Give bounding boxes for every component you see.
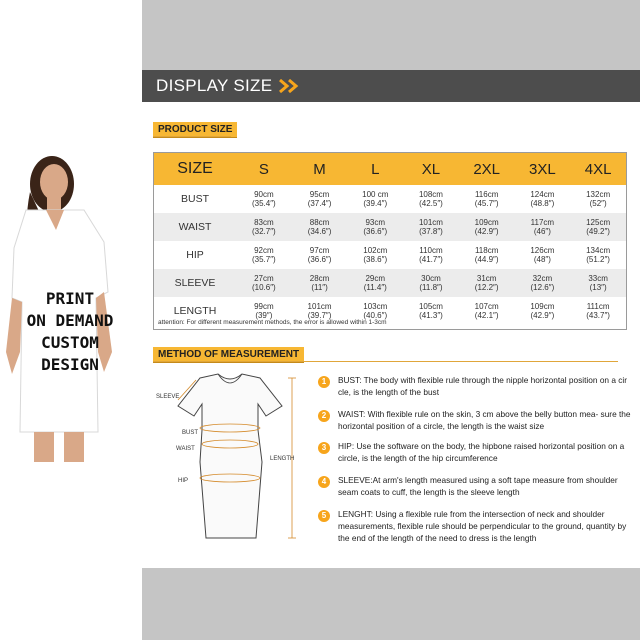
table-cell [515,269,571,297]
cell-cm: 33cm [588,274,608,283]
table-cell [515,297,571,325]
cell-cm: 28cm [309,274,330,283]
row-label: SLEEVE [154,269,236,297]
table-cell [570,297,626,325]
cell-inch: (46″) [533,227,551,236]
step-text: WAIST: With flexible rule on the skin, 3 cm above the belly button mea- sure the horizontal position of a circle, the length is the waist size [338,409,631,432]
cell-inch: (35.7″) [251,255,276,264]
cell-cm: 109cm [474,218,499,227]
step-number: 2 [318,410,330,422]
table-cell [570,213,626,241]
cell-cm: 110cm [419,246,443,255]
table-cell [236,269,292,297]
table-cell [403,185,459,213]
cell-inch: (43.7″) [586,311,610,320]
cell-inch: (48″) [533,255,551,264]
table-row [154,213,626,241]
display-size-title: DISPLAY SIZE [156,76,273,95]
diagram-label-bust: BUST [182,430,199,436]
overlay-line: CUSTOM [41,333,99,352]
cell-inch: (45.7″) [474,199,499,208]
table-cell [236,213,292,241]
step-number: 4 [318,476,330,488]
cell-inch: (51.2″) [586,255,610,264]
step-text: SLEEVE:At arm's length measured using a soft tape measure from shoulder seam coats to cuff, the length is the sleeve length [338,475,618,498]
cell-cm: 95cm [309,190,330,199]
table-row [154,269,626,297]
diagram-label-hip: HIP [178,478,189,484]
cell-inch: (37.4″) [307,199,332,208]
table-cell [459,241,515,269]
diagram-label-sleeve: SLEEVE [156,394,180,400]
cell-cm: 103cm [363,302,388,311]
cell-inch: (42.1″) [474,311,499,320]
cell-cm: 92cm [254,246,274,255]
table-cell [292,269,348,297]
cell-inch: (41.3″) [419,311,443,320]
cell-cm: 118cm [474,246,499,255]
cell-cm: 107cm [474,302,499,311]
display-size-bar [142,70,640,102]
row-label: LENGTH [173,304,217,317]
step-number: 1 [318,376,330,388]
cell-inch: (35.4″) [251,199,276,208]
method-underline [153,361,618,362]
table-cell [347,185,403,213]
cell-cm: 93cm [365,218,386,227]
cell-inch: (44.9″) [474,255,499,264]
cell-inch: (11.4″) [363,283,387,292]
cell-inch: (42.9″) [530,311,555,320]
cell-cm: 100 cm [362,190,389,199]
cell-cm: 117cm [530,218,555,227]
table-cell [347,213,403,241]
overlay-line: PRINT [45,289,95,308]
table-cell [403,297,459,325]
table-cell [292,185,348,213]
size-header: XL [403,153,459,185]
table-row [154,241,626,269]
overlay-line: DESIGN [41,355,99,374]
cell-inch: (11″) [311,283,328,292]
cell-cm: 99cm [254,302,274,311]
size-corner-header: SIZE [154,153,236,185]
cell-inch: (39.4″) [363,199,388,208]
size-header: 3XL [515,153,571,185]
cell-inch: (32.7″) [251,227,276,236]
bottom-gray-band [142,568,640,640]
cell-cm: 29cm [365,274,386,283]
cell-inch: (42.5″) [419,199,443,208]
cell-cm: 27cm [254,274,274,283]
table-cell [459,297,515,325]
top-gray-band [142,0,640,70]
table-cell [292,213,348,241]
row-label: HIP [186,248,204,261]
table-cell [403,269,459,297]
cell-cm: 125cm [586,218,611,227]
cell-inch: (12.2″) [474,283,499,292]
table-cell [347,241,403,269]
cell-inch: (39″) [255,311,273,320]
table-cell [515,241,571,269]
overlay-line: ON DEMAND [26,311,114,330]
table-row [154,185,626,213]
diagram-label-waist: WAIST [176,446,195,452]
cell-inch: (42.9″) [474,227,499,236]
size-header: L [347,153,403,185]
attention-note: attention: For different measurement methods, the error is allowed within 1-3cm [158,319,387,326]
method-label: METHOD OF MEASUREMENT [153,347,304,363]
cell-inch: (12.6″) [530,283,555,292]
diagram-label-length: LENGTH [270,456,295,462]
cell-inch: (38.6″) [363,255,388,264]
cell-cm: 30cm [421,274,441,283]
size-header: 2XL [459,153,515,185]
cell-cm: 31cm [476,274,497,283]
table-cell [459,213,515,241]
step-text: HIP: Use the software on the body, the hipbone raised horizontal position on a circle, is the length of the hip circumference [338,441,625,464]
cell-inch: (13″) [589,283,607,292]
table-cell [403,241,459,269]
step-text: LENGHT: Using a flexible rule from the intersection of neck and shoulder measurements, flexible rule should be perpendicular to the ground, quantity by the end of the length of the need to dress is the length [338,509,627,544]
cell-inch: (52″) [589,199,607,208]
cell-cm: 124cm [530,190,555,199]
cell-inch: (34.6″) [307,227,332,236]
cell-inch: (11.8″) [419,283,443,292]
table-cell [515,213,571,241]
row-label: WAIST [154,213,236,241]
cell-inch: (40.6″) [363,311,388,320]
size-header: M [292,153,348,185]
step-text: BUST: The body with flexible rule through the nipple horizontal position on a cir cle, is the length of the bust [338,375,628,398]
size-header-row [154,153,626,185]
table-cell [459,269,515,297]
cell-inch: (39.7″) [307,311,332,320]
cell-inch: (36.6″) [307,255,332,264]
table-cell [292,241,348,269]
table-cell [236,241,292,269]
cell-cm: 109cm [530,302,555,311]
table-cell [570,269,626,297]
dress-diagram [150,370,310,550]
double-chevron-right-icon [278,79,300,93]
cell-cm: 83cm [254,218,274,227]
cell-cm: 132cm [586,190,611,199]
cell-inch: (37.8″) [419,227,443,236]
cell-cm: 105cm [418,302,443,311]
table-cell [515,185,571,213]
cell-inch: (10.6″) [251,283,276,292]
table-cell [570,241,626,269]
step-number: 5 [318,510,330,522]
table-cell [570,185,626,213]
cell-inch: (48.8″) [530,199,555,208]
cell-cm: 126cm [530,246,555,255]
size-table [153,152,627,330]
product-size-label: PRODUCT SIZE [153,122,237,138]
table-cell [459,185,515,213]
step-number: 3 [318,442,330,454]
cell-cm: 101cm [418,218,443,227]
cell-inch: (49.2″) [586,227,610,236]
cell-cm: 108cm [418,190,443,199]
row-label: BUST [180,192,209,205]
cell-cm: 134cm [586,246,611,255]
size-header: 4XL [570,153,626,185]
cell-cm: 32cm [532,274,553,283]
cell-cm: 102cm [363,246,388,255]
cell-cm: 101cm [307,302,332,311]
cell-inch: (41.7″) [419,255,443,264]
cell-cm: 90cm [254,190,274,199]
print-on-demand-overlay [0,288,140,376]
product-size-underline [153,136,231,137]
table-cell [347,269,403,297]
cell-inch: (36.6″) [363,227,388,236]
cell-cm: 88cm [309,218,330,227]
table-cell [403,213,459,241]
cell-cm: 116cm [474,190,499,199]
cell-cm: 97cm [309,246,330,255]
cell-cm: 111cm [586,302,610,311]
table-cell [236,185,292,213]
size-header: S [236,153,292,185]
